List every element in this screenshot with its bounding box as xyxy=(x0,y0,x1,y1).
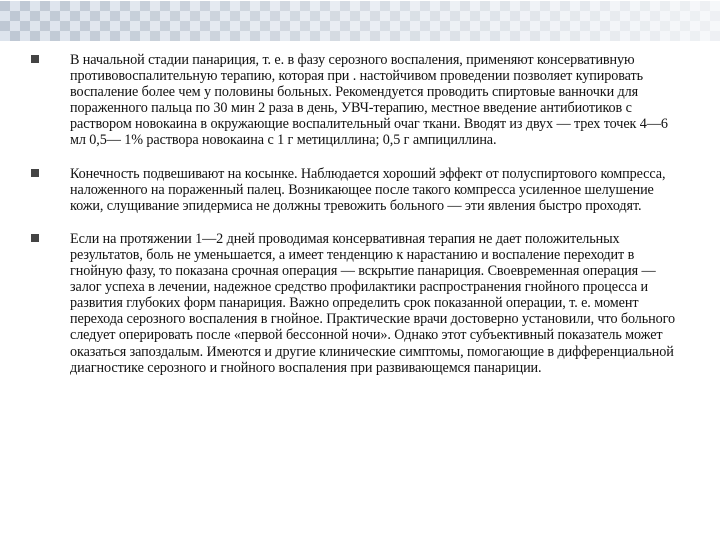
bullet-item xyxy=(30,52,680,149)
square-bullet-icon xyxy=(31,234,39,242)
bullet-item xyxy=(30,231,680,376)
slide-body xyxy=(30,52,680,393)
bullet-text: Конечность подвешивают на косынке. Наблюдается хороший эффект от полуспиртового компресса, наложенного на пораженный палец. Возникающее после такого компресса усиленное шелушение кожи, слущивание эпидермиса не должны тревожить больного — эти явления быстро проходят. xyxy=(70,165,666,214)
decorative-checker-pattern xyxy=(0,0,720,42)
bullet-text: Если на протяжении 1—2 дней проводимая консервативная терапия не дает положительных результатов, боль не уменьшается, а имеет тенденцию к нарастанию и воспаление переходит в гнойную фазу, то показана срочная операция — вскрытие панариция. Своевременная операция — залог успеха в лечении, надежное средство профилактики распространения гнойного процесса и развития глубоких форм панариция. Важно определить срок показанной операции, т. е. момент перехода серозного воспаления в гнойное. Практические врачи достоверно установили, что больного следует оперировать после «первой бессонной ночи». Однако этот субъективный показатель может оказаться запоздалым. Имеются и другие клинические симптомы, помогающие в дифференциальной диагностике серозного и гнойного воспаления при развивающемся панариции. xyxy=(70,230,676,376)
bullet-text: В начальной стадии панариция, т. е. в фазу серозного воспаления, применяют консервативную противовоспалительную терапию, которая при . настойчивом проведении позволяет купировать воспаление более чем у половины больных. Рекомендуется проводить спиртовые ванночки для пораженного пальца по 30 мин 2 раза в день, УВЧ-терапию, местное введение антибиотиков с раствором новокаина в окружающие воспалительный очаг ткани. Вводят из двух — трех точек 4—6 мл 0,5— 1% раствора новокаина с 1 г метициллина; 0,5 г ампициллина. xyxy=(70,52,668,149)
square-bullet-icon xyxy=(31,55,39,63)
square-bullet-icon xyxy=(31,169,39,177)
bullet-item xyxy=(30,166,680,214)
